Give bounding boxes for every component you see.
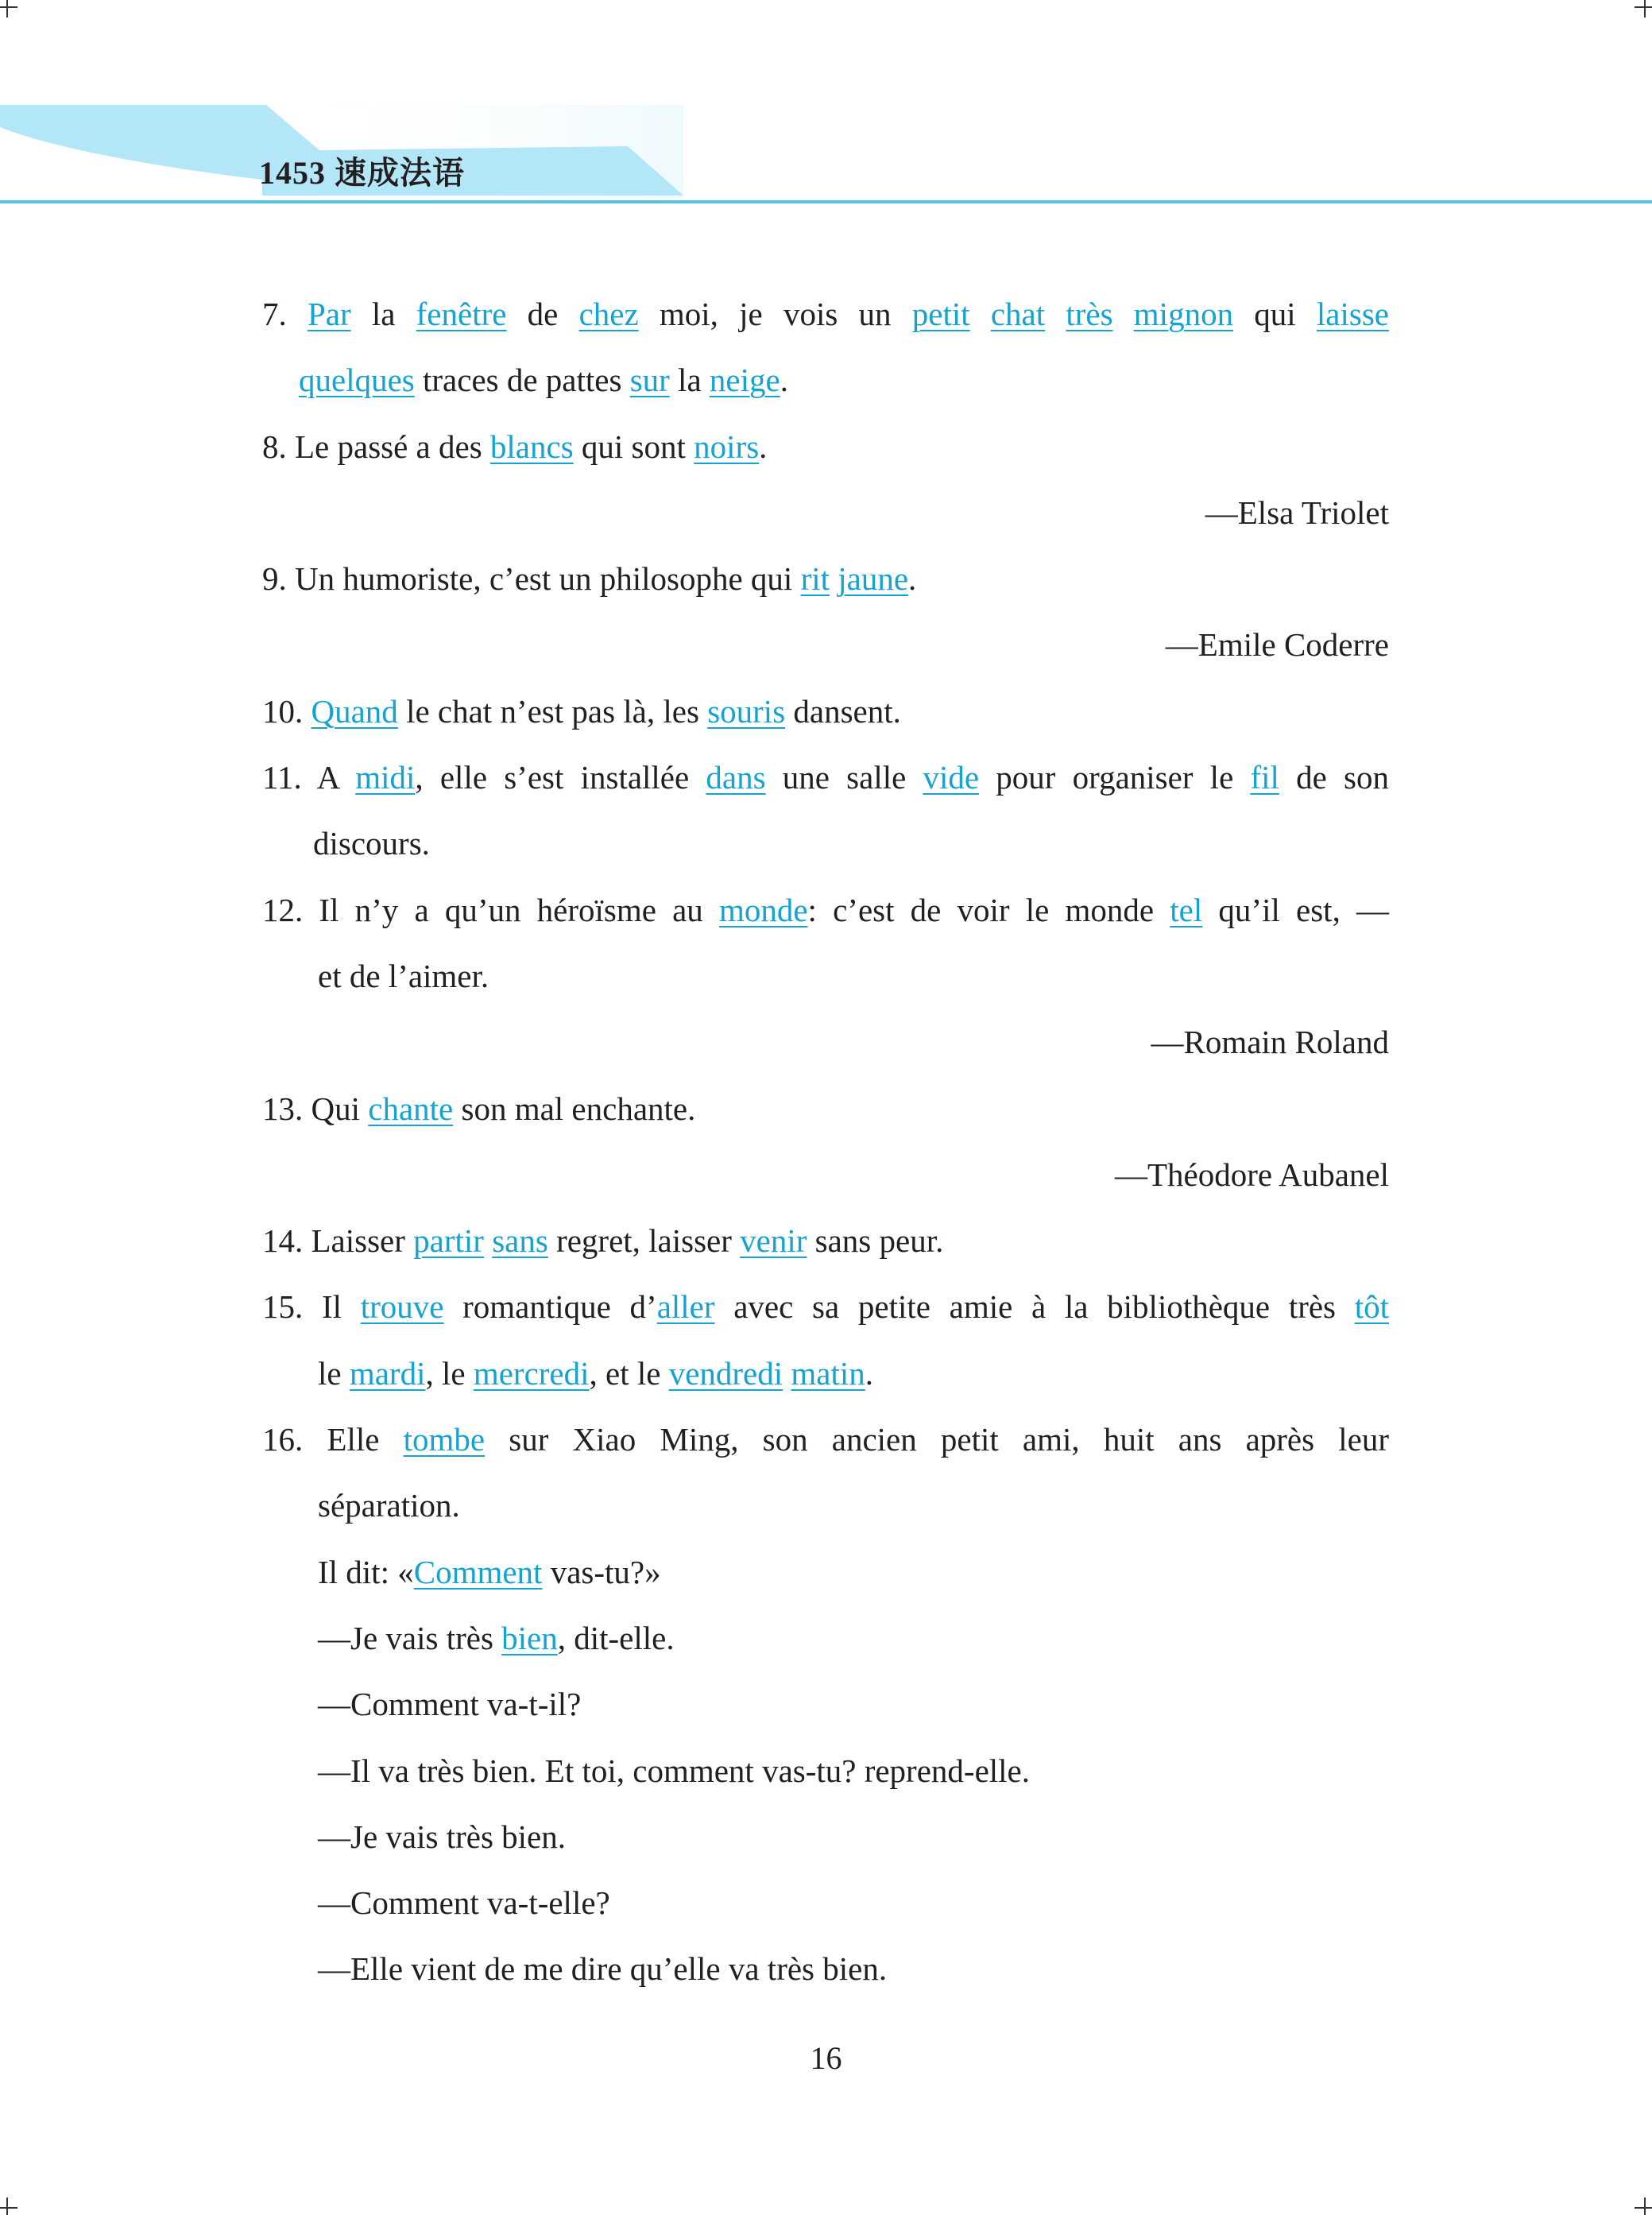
text-segment: la	[350, 296, 416, 332]
sentence-line	[262, 1473, 1389, 1539]
text-segment: 7.	[262, 296, 308, 332]
vocab-word: trouve	[360, 1288, 444, 1326]
text-segment: qu’il est, —	[1202, 891, 1389, 928]
text-segment	[1045, 296, 1066, 332]
quote-attribution	[262, 612, 1389, 678]
text-segment: 13. Qui	[262, 1090, 369, 1127]
text-segment: —Comment va-t-elle?	[318, 1884, 610, 1922]
sentence-line	[262, 943, 1389, 1009]
text-segment: , et le	[589, 1354, 669, 1392]
text-segment: —Elsa Triolet	[1205, 494, 1389, 531]
text-segment: , dit-elle.	[557, 1619, 675, 1656]
dialogue-line	[262, 1671, 1389, 1737]
text-segment: —Romain Roland	[1151, 1024, 1389, 1061]
text-segment: séparation.	[318, 1487, 460, 1524]
text-segment: regret, laisser	[547, 1222, 741, 1260]
vocab-word: tel	[1170, 891, 1203, 928]
text-segment: 15. Il	[262, 1288, 361, 1326]
text-segment: discours.	[313, 825, 430, 862]
vocab-word: vide	[923, 759, 980, 796]
vocab-word: monde	[718, 891, 808, 928]
text-segment: —Comment va-t-il?	[318, 1686, 582, 1723]
text-segment: le	[318, 1354, 350, 1392]
header-band	[0, 0, 1652, 215]
vocab-word: très	[1066, 296, 1113, 332]
text-segment: 12. Il n’y a qu’un héroïsme au	[262, 891, 719, 928]
vocab-word: quelques	[299, 362, 415, 399]
text-segment: qui sont	[573, 428, 694, 465]
page-content	[262, 281, 1389, 2003]
text-segment: 9. Un humoriste, c’est un philosophe qui	[262, 560, 801, 598]
text-segment: —Emile Coderre	[1165, 626, 1389, 664]
text-segment: et de l’aimer.	[318, 957, 489, 994]
vocab-word: matin	[791, 1354, 865, 1392]
dialogue-line	[262, 1936, 1389, 2002]
text-segment: —Je vais très	[318, 1619, 502, 1656]
header-rule	[0, 200, 1652, 203]
text-segment: traces de pattes	[414, 362, 630, 399]
text-segment: une salle	[765, 759, 923, 796]
sentence-line	[262, 1407, 1389, 1473]
vocab-word: chante	[368, 1090, 454, 1127]
text-segment: : c’est de voir le monde	[807, 891, 1170, 928]
vocab-word: Quand	[311, 692, 398, 730]
vocab-word: fil	[1250, 759, 1279, 796]
text-segment: 16. Elle	[262, 1421, 404, 1458]
crop-mark-bottom-right-v	[1644, 2198, 1646, 2215]
text-segment: son mal enchante.	[453, 1090, 696, 1127]
sentence-line	[262, 546, 1389, 612]
text-segment: Il dit: «	[318, 1553, 414, 1590]
text-segment: moi, je vois un	[638, 296, 912, 332]
vocab-word: Comment	[413, 1553, 543, 1590]
quote-attribution	[262, 1009, 1389, 1075]
dialogue-line	[262, 1738, 1389, 1804]
text-segment: romantique d’	[443, 1288, 657, 1326]
text-segment: 11. A	[262, 759, 356, 796]
text-segment: dansent.	[785, 692, 901, 730]
vocab-word: tombe	[403, 1421, 486, 1458]
text-segment: —Théodore Aubanel	[1115, 1156, 1389, 1193]
dialogue-line	[262, 1605, 1389, 1671]
vocab-word: bien	[501, 1619, 558, 1656]
crop-mark-bottom-left-v	[6, 2198, 8, 2215]
sentence-line	[262, 347, 1389, 413]
sentence-line	[262, 1341, 1389, 1407]
sentence-line	[262, 281, 1389, 347]
vocab-word: petit	[911, 296, 970, 332]
vocab-word: rit	[800, 560, 830, 598]
running-title: 1453 速成法语	[259, 155, 465, 191]
crop-mark-bottom-right-h	[1635, 2207, 1652, 2209]
vocab-word: partir	[413, 1222, 484, 1260]
sentence-line	[262, 679, 1389, 745]
text-segment: .	[780, 362, 788, 399]
vocab-word: dans	[706, 759, 766, 796]
text-segment: de son	[1279, 759, 1389, 796]
text-segment: de	[506, 296, 579, 332]
vocab-word: Par	[307, 296, 351, 332]
vocab-word: sans	[492, 1222, 548, 1260]
text-segment: .	[759, 428, 768, 465]
sentence-line	[262, 1208, 1389, 1274]
sentence-line	[262, 1076, 1389, 1142]
dialogue-line	[262, 1539, 1389, 1605]
text-segment: vas-tu?»	[542, 1553, 661, 1590]
text-segment: pour organiser le	[979, 759, 1251, 796]
vocab-word: sur	[629, 362, 670, 399]
text-segment: avec sa petite amie à la bibliothèque très	[714, 1288, 1355, 1326]
vocab-word: mardi	[349, 1354, 426, 1392]
text-segment: , le	[425, 1354, 474, 1392]
text-segment: 14. Laisser	[262, 1222, 414, 1260]
vocab-word: neige	[709, 362, 780, 399]
dialogue-line	[262, 1804, 1389, 1870]
vocab-word: venir	[740, 1222, 807, 1260]
sentence-line	[262, 877, 1389, 943]
vocab-word: chat	[990, 296, 1046, 332]
text-segment: 10.	[262, 692, 311, 730]
text-segment: .	[908, 560, 917, 598]
vocab-word: vendredi	[668, 1354, 783, 1392]
sentence-line	[262, 745, 1389, 811]
vocab-word: laisse	[1316, 296, 1389, 332]
vocab-word: tôt	[1354, 1288, 1390, 1326]
text-segment: sur Xiao Ming, son ancien petit ami, huit ans après leur	[485, 1421, 1389, 1458]
vocab-word: mignon	[1133, 296, 1234, 332]
text-segment: qui	[1233, 296, 1317, 332]
vocab-word: jaune	[838, 560, 909, 598]
header-swoosh	[0, 0, 1652, 215]
quote-attribution	[262, 1142, 1389, 1208]
sentence-line	[262, 414, 1389, 480]
vocab-word: midi	[355, 759, 416, 796]
text-segment: —Je vais très bien.	[318, 1818, 566, 1855]
text-segment	[830, 560, 838, 597]
text-segment: 8. Le passé a des	[262, 428, 490, 465]
text-segment: le chat n’est pas là, les	[397, 692, 708, 730]
vocab-word: souris	[707, 692, 786, 730]
vocab-word: blancs	[489, 428, 574, 465]
vocab-word: chez	[578, 296, 639, 332]
text-segment: —Il va très bien. Et toi, comment vas-tu? reprend-elle.	[318, 1752, 1030, 1789]
vocab-word: mercredi	[473, 1354, 590, 1392]
quote-attribution	[262, 480, 1389, 546]
vocab-word: fenêtre	[416, 296, 507, 332]
text-segment: —Elle vient de me dire qu’elle va très bien.	[318, 1950, 888, 1988]
text-segment	[484, 1222, 492, 1259]
text-segment	[970, 296, 991, 332]
text-segment: sans peur.	[807, 1222, 944, 1260]
vocab-word: aller	[656, 1288, 715, 1326]
text-segment	[1113, 296, 1134, 332]
crop-mark-bottom-left-h	[0, 2207, 17, 2209]
dialogue-line	[262, 1870, 1389, 1936]
page-number: 16	[810, 2040, 842, 2076]
text-segment: , elle s’est installée	[415, 759, 706, 796]
sentence-line	[262, 1274, 1389, 1340]
vocab-word: noirs	[694, 428, 760, 465]
sentence-line	[262, 811, 1389, 877]
text-segment: .	[865, 1354, 874, 1392]
text-segment: la	[669, 362, 710, 399]
text-segment	[783, 1355, 791, 1392]
